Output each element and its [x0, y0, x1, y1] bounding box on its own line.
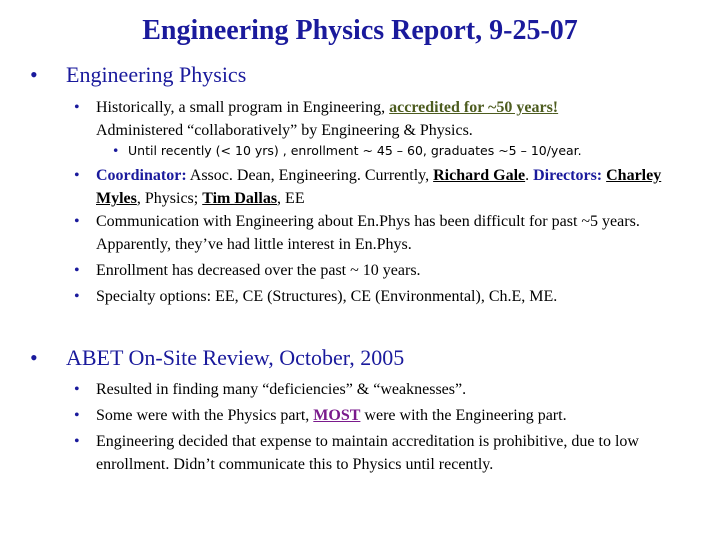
item-text — [96, 404, 694, 427]
text-run: Administered “collaboratively” by Engineering & Physics. — [96, 122, 473, 139]
bullet: • — [74, 288, 80, 305]
heading-text: Engineering Physics — [66, 62, 247, 87]
text-run: , Physics; — [136, 190, 203, 207]
list-item — [74, 96, 694, 142]
item-text: Enrollment has decreased over the past ~ 10 years. — [96, 262, 421, 279]
item-text: Communication with Engineering about En.Phys has been difficult for past ~5 years. Apparently, they’ve had little interest in En.Phys. — [96, 213, 640, 253]
list-item — [74, 285, 694, 308]
bullet: • — [74, 407, 80, 424]
text-run: Some were with the Physics part, — [96, 407, 314, 424]
most-highlight: MOST — [313, 407, 361, 424]
item-text: Resulted in finding many “deficiencies” & “weaknesses”. — [96, 381, 467, 398]
heading-text: ABET On-Site Review, October, 2005 — [66, 345, 405, 370]
slide-title: Engineering Physics Report, 9-25-07 — [142, 15, 578, 46]
person-name: Tim Dallas — [202, 190, 278, 207]
item-text — [96, 96, 694, 142]
sub-list-item — [112, 143, 582, 159]
bullet: • — [30, 62, 38, 87]
text-run: , EE — [277, 190, 305, 207]
list-item — [74, 430, 694, 476]
person-name: Richard Gale — [433, 167, 526, 184]
text-run: Historically, a small program in Engineering, — [96, 99, 390, 116]
bullet: • — [30, 345, 38, 370]
item-text: Until recently (< 10 yrs) , enrollment ~ 45 – 60, graduates ~5 – 10/year. — [128, 143, 582, 158]
person-name: Charley Myles — [96, 167, 662, 207]
accredited-highlight: accredited for ~50 years — [389, 99, 553, 116]
item-text: Specialty options: EE, CE (Structures), CE (Environmental), Ch.E, ME. — [96, 288, 558, 305]
bullet: • — [74, 167, 80, 184]
list-item — [74, 164, 694, 210]
directors-label: Directors: — [533, 167, 603, 184]
item-text: Engineering decided that expense to maintain accreditation is prohibitive, due to low enrollment. Didn’t communicate this to Physics until recently. — [96, 433, 639, 473]
item-text — [96, 164, 694, 210]
list-item — [74, 210, 694, 256]
bullet: • — [74, 381, 80, 398]
text-run: Assoc. Dean, Engineering. Currently, — [186, 167, 434, 184]
text-run: . — [525, 167, 534, 184]
exclamation: ! — [552, 99, 559, 116]
list-item — [74, 378, 694, 401]
coordinator-label: Coordinator: — [96, 167, 187, 184]
text-run: were with the Engineering part. — [360, 407, 567, 424]
bullet: • — [74, 213, 80, 230]
bullet: • — [74, 262, 80, 279]
bullet: • — [74, 99, 80, 116]
list-item — [74, 404, 694, 427]
list-item — [74, 259, 694, 282]
bullet: • — [74, 433, 80, 450]
bullet: • — [112, 143, 120, 158]
